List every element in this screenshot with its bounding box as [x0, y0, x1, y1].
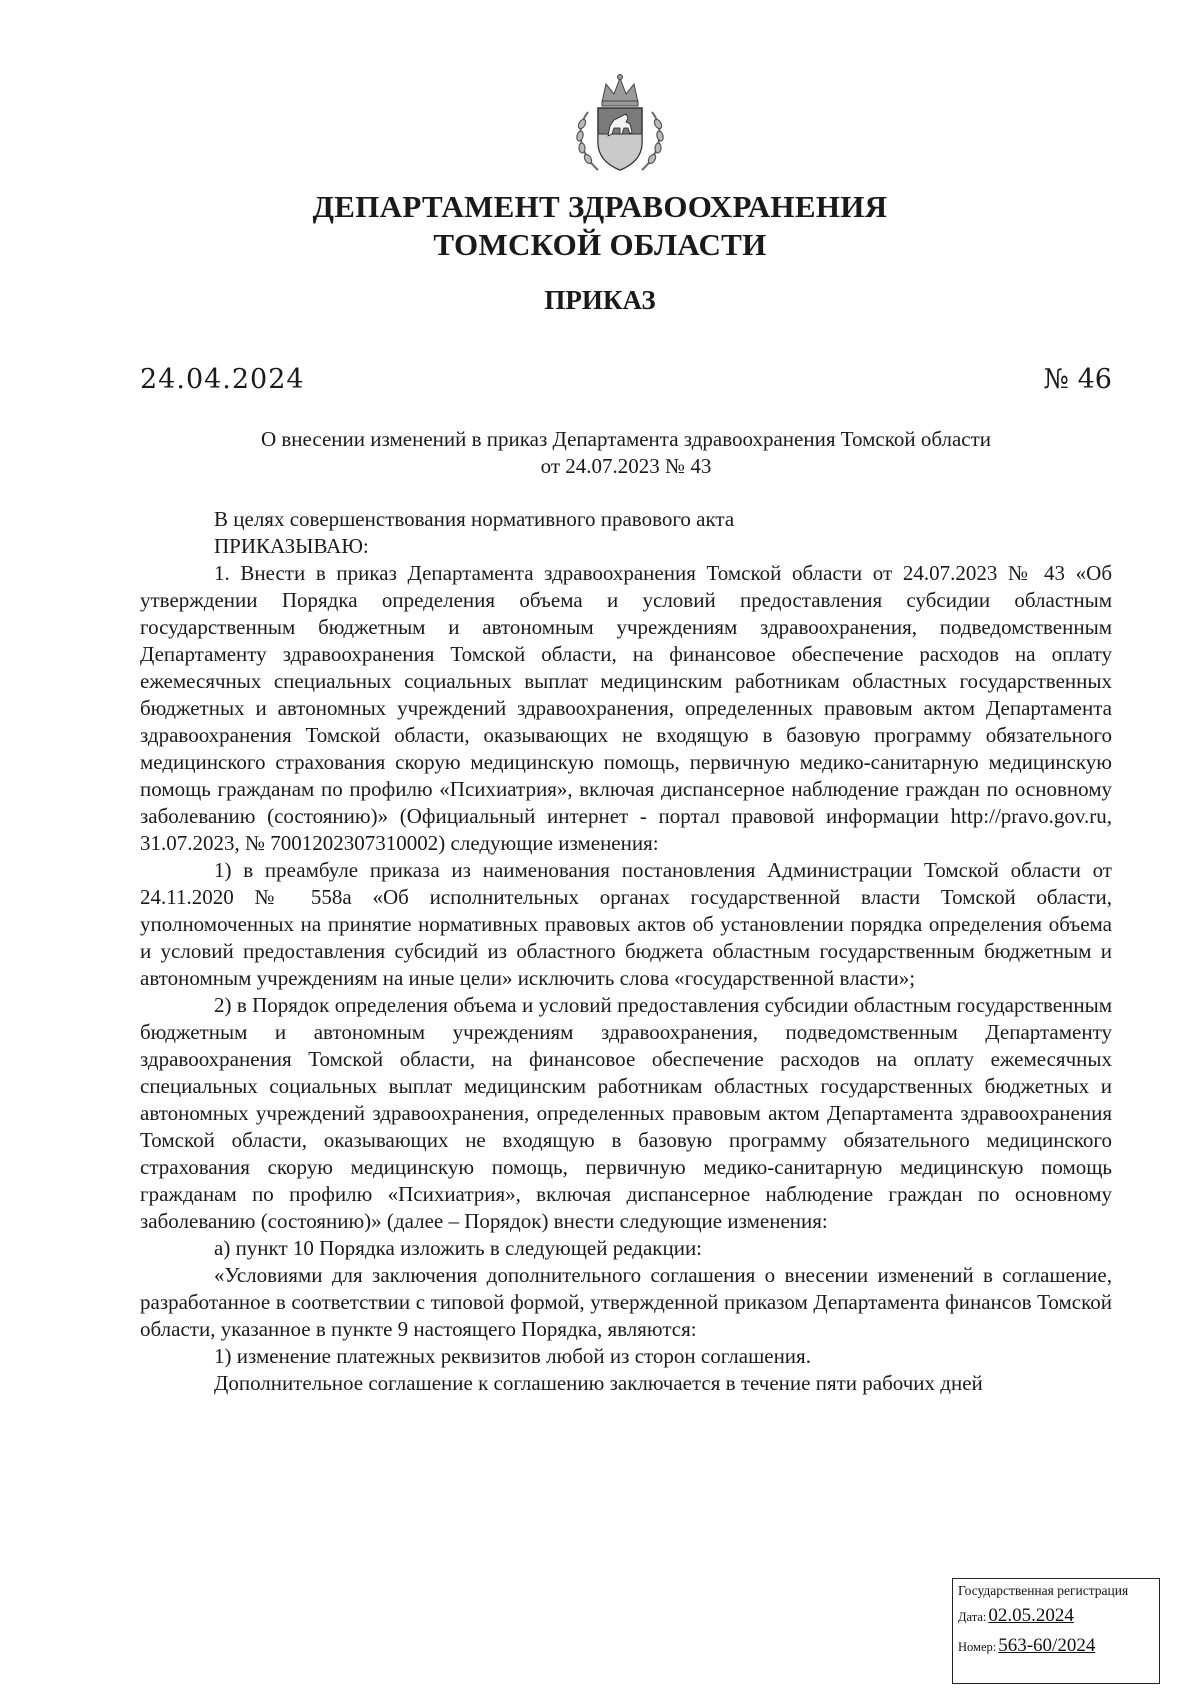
body-paragraph: Дополнительное соглашение к соглашению заключается в течение пяти рабочих дней	[214, 1371, 983, 1395]
order-subject	[140, 426, 1112, 480]
department-name-line2: ТОМСКОЙ ОБЛАСТИ	[433, 227, 767, 262]
body-paragraph: а) пункт 10 Порядка изложить в следующей редакции:	[214, 1236, 703, 1260]
tomsk-coat-of-arms-icon	[568, 72, 672, 178]
body-paragraph: 1) изменение платежных реквизитов любой из сторон соглашения.	[214, 1344, 811, 1368]
registration-date-value: 02.05.2024	[988, 1605, 1074, 1626]
registration-number-value: 563-60/2024	[998, 1635, 1096, 1656]
body-paragraph: 1) в преамбуле приказа из наименования постановления Администрации Томской области от 24.11.2020 № 558а «Об исполнительных органах государственной власти Томской области, уполномоченных на принятие нормативных правовых актов об установлении порядка определения объема и условий предоставления субсидий из областного бюджета областным государственным бюджетным и автономным учреждениям на иные цели» исключить слова «государственной власти»;	[140, 858, 1112, 990]
document-type: ПРИКАЗ	[544, 285, 656, 315]
order-subject-line2: от 24.07.2023 № 43	[540, 454, 712, 478]
order-body	[140, 506, 1112, 1397]
body-paragraph: 1. Внести в приказ Департамента здравоохранения Томской области от 24.07.2023 № 43 «Об утверждении Порядка определения объема и условий предоставления субсидии областным государственным бюджетным и автономным учреждениям здравоохранения, подведомственным Департаменту здравоохранения Томской области, на финансовое обеспечение расходов на оплату ежемесячных специальных социальных выплат медицинским работникам областных государственных бюджетных и автономных учреждений здравоохранения, определенных правовым актом Департамента здравоохранения Томской области, оказывающих не входящую в базовую программу обязательного медицинского страхования скорую медицинскую помощь, первичную медико-санитарную медицинскую помощь гражданам по профилю «Психиатрия», включая диспансерное наблюдение граждан по основному заболеванию (состоянию)» (Официальный интернет - портал правовой информации http://pravo.gov.ru, 31.07.2023, № 7001202307310002) следующие изменения:	[140, 561, 1112, 855]
registration-date-row	[958, 1600, 1154, 1633]
body-paragraph: 2) в Порядок определения объема и условий предоставления субсидии областным государственным бюджетным и автономным учреждениям здравоохранения, подведомственным Департаменту здравоохранения Томской области, на финансовое обеспечение расходов на оплату ежемесячных специальных социальных выплат медицинским работникам областных государственных бюджетных и автономных учреждений здравоохранения, определенных правовым актом Департамента здравоохранения Томской области, оказывающих не входящую в базовую программу обязательного медицинского страхования скорую медицинскую помощь, первичную медико-санитарную медицинскую помощь гражданам по профилю «Психиатрия», включая диспансерное наблюдение граждан по основному заболеванию (состоянию)» (далее – Порядок) внести следующие изменения:	[140, 993, 1112, 1233]
department-name	[0, 188, 1200, 264]
registration-stamp	[952, 1578, 1160, 1684]
order-subject-line1: О внесении изменений в приказ Департамента здравоохранения Томской области	[260, 427, 992, 451]
registration-date-label: Дата:	[958, 1610, 987, 1624]
department-name-line1: ДЕПАРТАМЕНТ ЗДРАВООХРАНЕНИЯ	[312, 189, 888, 224]
registration-title: Государственная регистрация	[958, 1583, 1129, 1598]
body-paragraph: «Условиями для заключения дополнительного соглашения о внесении изменений в соглашение, разработанное в соответствии с типовой формой, утвержденной приказом Департамента финансов Томской области, указанное в пункте 9 настоящего Порядка, являются:	[140, 1263, 1112, 1341]
registration-number-row	[958, 1633, 1154, 1660]
registration-number-label: Номер:	[958, 1640, 997, 1654]
order-number: № 46	[1043, 364, 1112, 395]
order-word: ПРИКАЗЫВАЮ:	[214, 534, 369, 558]
order-date: 24.04.2024	[140, 364, 305, 395]
preamble: В целях совершенствования нормативного правового акта	[214, 507, 735, 531]
